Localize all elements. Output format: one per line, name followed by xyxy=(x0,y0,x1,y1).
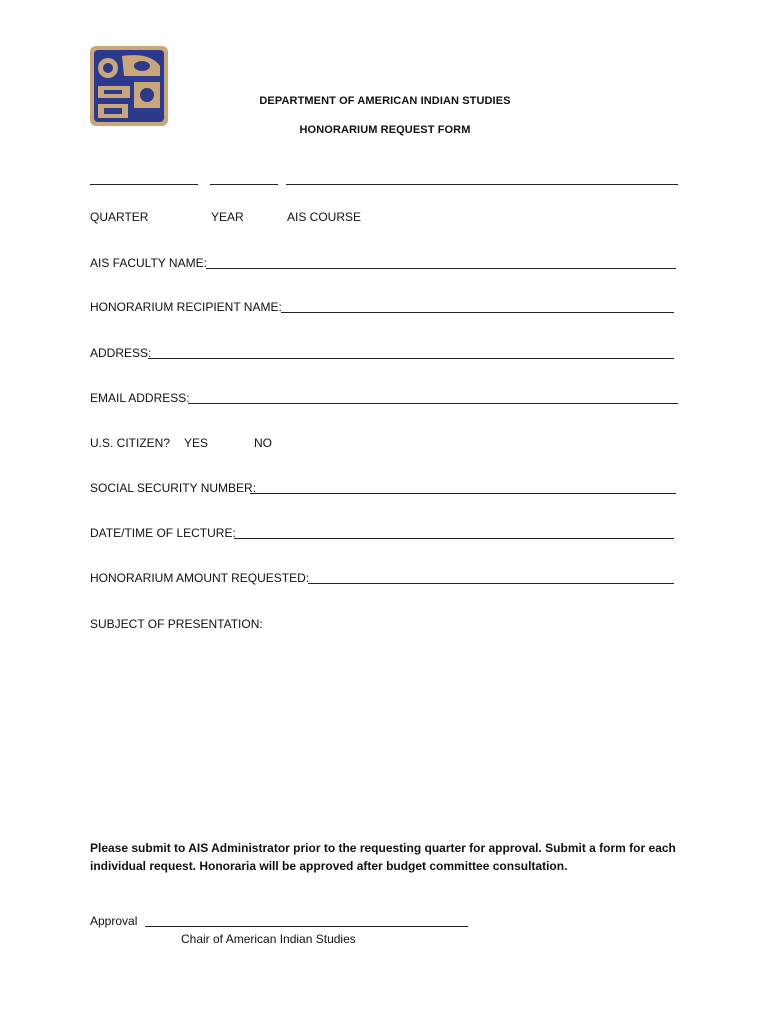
subject-label: SUBJECT OF PRESENTATION: xyxy=(90,617,263,631)
quarter-label: QUARTER xyxy=(90,210,149,224)
ssn-line[interactable] xyxy=(250,493,676,494)
approval-signer: Chair of American Indian Studies xyxy=(181,932,356,946)
approval-signature-line[interactable] xyxy=(145,926,468,927)
form-title: HONORARIUM REQUEST FORM xyxy=(299,124,471,136)
year-label: YEAR xyxy=(211,210,244,224)
course-line[interactable] xyxy=(286,184,678,185)
year-line[interactable] xyxy=(210,184,278,185)
course-label: AIS COURSE xyxy=(287,210,362,224)
amount-line[interactable] xyxy=(308,583,674,584)
recipient-name-line[interactable] xyxy=(281,312,674,313)
approval-label: Approval xyxy=(90,914,138,928)
citizen-yes-option[interactable]: YES xyxy=(184,436,209,450)
submission-note: Please submit to AIS Administrator prior to the requesting quarter for approval. Submit a form for each individual request. Honoraria will be approved after budget committee consultation. xyxy=(90,841,676,873)
address-label: ADDRESS: xyxy=(90,346,152,360)
email-label: EMAIL ADDRESS: xyxy=(90,391,190,405)
faculty-name-line[interactable] xyxy=(206,268,676,269)
lecture-datetime-label: DATE/TIME OF LECTURE: xyxy=(90,526,236,540)
ssn-label: SOCIAL SECURITY NUMBER: xyxy=(90,481,257,495)
amount-label: HONORARIUM AMOUNT REQUESTED: xyxy=(90,571,310,585)
citizen-label: U.S. CITIZEN? xyxy=(90,436,171,450)
department-heading: DEPARTMENT OF AMERICAN INDIAN STUDIES xyxy=(259,95,511,107)
faculty-name-label: AIS FACULTY NAME: xyxy=(90,256,207,270)
email-line[interactable] xyxy=(188,403,678,404)
citizen-no-option[interactable]: NO xyxy=(254,436,272,450)
recipient-name-label: HONORARIUM RECIPIENT NAME: xyxy=(90,300,282,314)
department-logo xyxy=(90,46,168,126)
quarter-line[interactable] xyxy=(90,184,198,185)
lecture-datetime-line[interactable] xyxy=(234,538,674,539)
address-line[interactable] xyxy=(148,358,674,359)
